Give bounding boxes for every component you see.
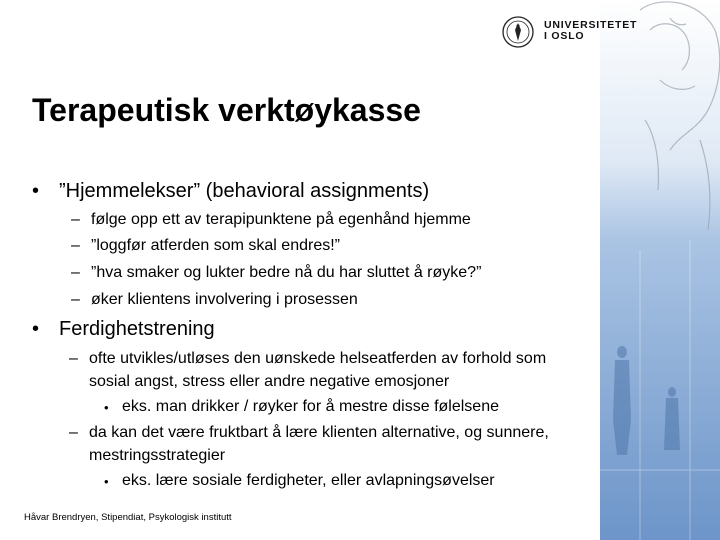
sub-bullet-text: ”loggfør atferden som skal endres!”	[91, 237, 340, 254]
bullet-dot: •	[104, 400, 109, 415]
bullet-dot: •	[104, 474, 109, 489]
sub-bullet-text: følge opp ett av terapipunktene på egenhånd hjemme	[91, 211, 471, 228]
bullet-dot: •	[32, 318, 40, 340]
dash-marker: –	[71, 264, 80, 281]
dash-marker: –	[69, 424, 78, 441]
dash-marker: –	[69, 350, 78, 367]
dash-marker: –	[71, 291, 80, 308]
bullet-text: Ferdighetstrening	[59, 318, 215, 340]
bullet-dot: •	[32, 180, 40, 202]
sub-bullet-text: øker klientens involvering i prosessen	[91, 291, 358, 308]
dash-marker: –	[71, 237, 80, 254]
logo-line-2: I OSLO	[544, 30, 585, 42]
sub-bullet-text-line-2: sosial angst, stress eller andre negative emosjoner	[89, 373, 450, 390]
bullet-text: ”Hjemmelekser” (behavioral assignments)	[59, 180, 430, 202]
logo-line-1: UNIVERSITETET	[544, 19, 638, 31]
sub-bullet-text: ”hva smaker og lukter bedre nå du har sluttet å røyke?”	[91, 264, 482, 281]
sub-bullet-text-line-1: ofte utvikles/utløses den uønskede helseatferden av forhold som	[89, 350, 547, 367]
sub-bullet-text-line-1: da kan det være fruktbart å lære klienten alternative, og sunnere,	[89, 424, 549, 441]
slide-title: Terapeutisk verktøykasse	[32, 92, 421, 128]
sub-sub-bullet-text: eks. man drikker / røyker for å mestre disse følelsene	[122, 398, 499, 415]
university-logo-text	[544, 20, 637, 42]
dash-marker: –	[71, 211, 80, 228]
sub-bullet-text-line-2: mestringsstrategier	[89, 447, 226, 464]
slide-footer: Håvar Brendryen, Stipendiat, Psykologisk institutt	[24, 512, 232, 523]
decorative-side-image	[600, 0, 720, 540]
sub-sub-bullet-text: eks. lære sosiale ferdigheter, eller avlapningsøvelser	[122, 472, 495, 489]
